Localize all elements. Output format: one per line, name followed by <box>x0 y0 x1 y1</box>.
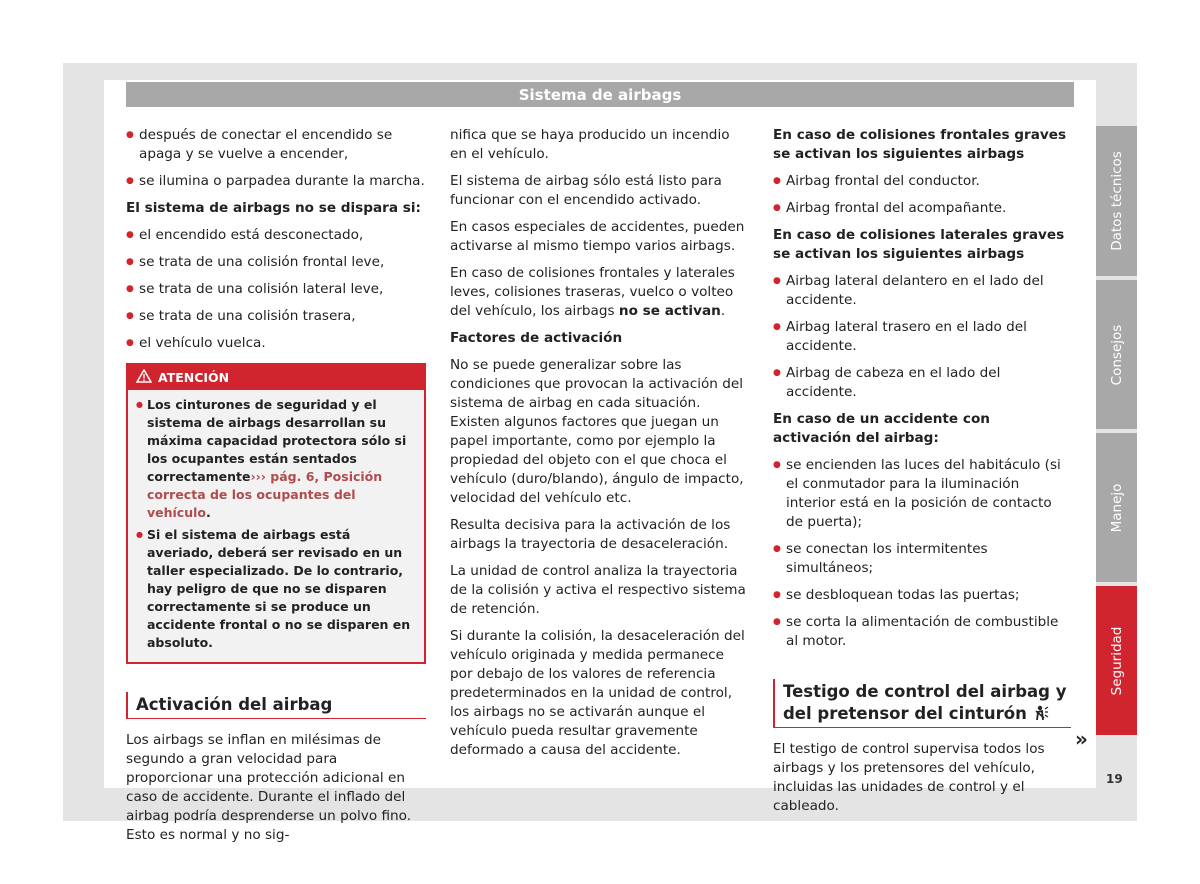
list-item: ● se trata de una colisión lateral leve, <box>126 280 426 299</box>
paragraph: La unidad de control analiza la trayectoria de la colisión y activa el respectivo sistema de retención. <box>450 563 746 617</box>
column-3 <box>773 126 1071 824</box>
seatbelt-warning-icon <box>1033 704 1049 723</box>
no-dispara-heading: El sistema de airbags no se dispara si: <box>126 200 421 216</box>
list-item: ● Airbag lateral trasero en el lado del accidente. <box>773 318 1071 356</box>
page-number: 19 <box>1106 772 1123 786</box>
accidente-heading: En caso de un accidente con activación del airbag: <box>773 411 990 446</box>
list-item: ● Airbag frontal del acompañante. <box>773 199 1071 218</box>
paragraph-bold: no se activan <box>618 303 721 319</box>
paragraph: Resulta decisiva para la activación de los airbags la trayectoria de desaceleración. <box>450 517 731 552</box>
list-item: ● Airbag lateral delantero en el lado del accidente. <box>773 272 1071 310</box>
list-item: ● Airbag frontal del conductor. <box>773 172 1071 191</box>
side-tabs <box>1096 126 1137 739</box>
warning-header <box>128 365 424 390</box>
tab-datos-tecnicos[interactable] <box>1096 126 1137 276</box>
warning-box <box>126 363 426 664</box>
section-body: Los airbags se inflan en milésimas de segundo a gran velocidad para proporcionar una protección adicional en caso de accidente. Durante el inflado del airbag podría desprenderse un polvo fino. Esto es normal y no sig- <box>126 732 412 843</box>
list-item: ● el vehículo vuelca. <box>126 334 426 353</box>
tab-label: Datos técnicos <box>1108 151 1125 251</box>
paragraph: Si durante la colisión, la desaceleración del vehículo originada y medida permanece por debajo de los valores de referencia predeterminados en la unidad de control, los airbags no se activarán aunque el vehículo pueda resultar gravemente deformado a causa del accidente. <box>450 628 745 758</box>
paragraph: En casos especiales de accidentes, pueden activarse al mismo tiempo varios airbags. <box>450 219 745 254</box>
section-body: El testigo de control supervisa todos los airbags y los pretensores del vehículo, incluidas las unidades de control y el cableado. <box>773 741 1045 814</box>
warning-item: ● Si el sistema de airbags está averiado, deberá ser revisado en un taller especializado. De lo contrario, hay peligro de que no se disparen correctamente si se produce un accidente frontal o no se disparen en absoluto. <box>136 526 416 652</box>
list-item: ● se trata de una colisión trasera, <box>126 307 426 326</box>
list-item: ● se ilumina o parpadea durante la marcha. <box>126 172 426 191</box>
tab-consejos[interactable] <box>1096 280 1137 429</box>
paragraph <box>450 264 746 321</box>
paragraph-text: En caso de colisiones frontales y laterales leves, colisiones traseras, vuelco o volteo del vehículo, los airbags <box>450 265 735 319</box>
tab-manejo[interactable] <box>1096 433 1137 582</box>
list-item: ● se conectan los intermitentes simultáneos; <box>773 540 1071 578</box>
warning-triangle-icon <box>136 366 152 391</box>
section-header: Sistema de airbags <box>126 82 1074 107</box>
list-item: ● se desbloquean todas las puertas; <box>773 586 1071 605</box>
paragraph-end: . <box>720 303 726 319</box>
warning-label: ATENCIÓN <box>158 370 230 385</box>
list-item: ● después de conectar el encendido se apaga y se vuelve a encender, <box>126 126 426 164</box>
list-item: ● Airbag de cabeza en el lado del accidente. <box>773 364 1071 402</box>
tab-label: Seguridad <box>1108 626 1125 695</box>
paragraph: El sistema de airbag sólo está listo para funcionar con el encendido activado. <box>450 173 722 208</box>
section-title-testigo <box>773 679 1071 728</box>
list-item: ● se corta la alimentación de combustible al motor. <box>773 613 1071 651</box>
warning-text: Los cinturones de seguridad y el sistema de airbags desarrollan su máxima capacidad protectora sólo si los ocupantes están sentados correctamente <box>147 397 407 484</box>
frontal-heading: En caso de colisiones frontales graves se activan los siguientes airbags <box>773 127 1067 162</box>
tab-seguridad[interactable] <box>1096 586 1137 735</box>
tab-label: Manejo <box>1108 483 1125 532</box>
page-reference-link[interactable]: ››› pág. 6, Posición correcta de los ocupantes del vehículo <box>147 469 383 520</box>
warning-body <box>128 390 424 662</box>
section-title-activacion: Activación del airbag <box>126 692 426 719</box>
paragraph: nifica que se haya producido un incendio en el vehículo. <box>450 127 730 162</box>
warning-text-end: . <box>206 505 211 520</box>
column-1 <box>126 126 426 853</box>
lateral-heading: En caso de colisiones laterales graves se activan los siguientes airbags <box>773 227 1065 262</box>
column-2 <box>450 126 746 768</box>
list-item: ● se encienden las luces del habitáculo (si el conmutador para la iluminación interior está en la posición de contacto de puerta); <box>773 456 1071 532</box>
tab-label: Consejos <box>1108 324 1125 385</box>
continue-arrow: » <box>1075 727 1088 751</box>
warning-item <box>136 396 416 522</box>
list-item: ● el encendido está desconectado, <box>126 226 426 245</box>
paragraph: No se puede generalizar sobre las condiciones que provocan la activación del sistema de airbag en cada situación. Existen algunos factores que juegan un papel importante, como por ejemplo la propiedad del objeto con el que choca el vehículo (duro/blando), ángulo de impacto, velocidad del vehículo etc. <box>450 357 744 506</box>
factores-heading: Factores de activación <box>450 330 623 346</box>
section-title-text: Testigo de control del airbag y del pretensor del cinturón <box>783 682 1067 723</box>
list-item: ● se trata de una colisión frontal leve, <box>126 253 426 272</box>
